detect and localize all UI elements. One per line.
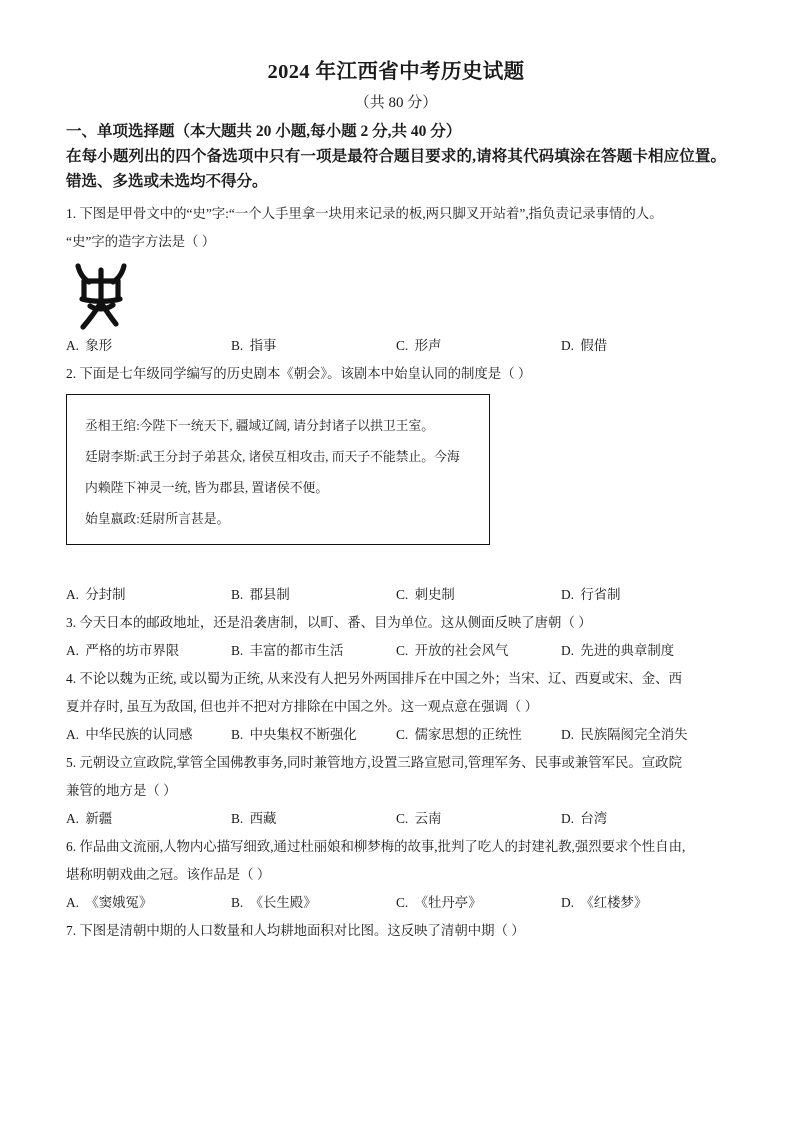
question-5-options bbox=[66, 805, 726, 833]
option-text: 形声 bbox=[414, 338, 442, 354]
page-content bbox=[66, 60, 726, 945]
option-text: 开放的社会风气 bbox=[414, 643, 509, 659]
option-text: 郡县制 bbox=[249, 587, 290, 603]
question-4-option-d[interactable] bbox=[561, 721, 726, 749]
option-text: 云南 bbox=[414, 811, 442, 827]
oracle-bone-shi-character-icon bbox=[68, 260, 134, 330]
option-text: 中华民族的认同感 bbox=[85, 727, 193, 743]
question-1-option-b[interactable] bbox=[231, 332, 396, 360]
question-4-options bbox=[66, 721, 726, 749]
option-letter: A. bbox=[66, 895, 80, 911]
question-3-stem-line-1: 3. 今天日本的邮政地址，还是沿袭唐制，以町、番、目为单位。这从侧面反映了唐朝（ ） bbox=[66, 615, 592, 631]
option-text: 中央集权不断强化 bbox=[249, 727, 357, 743]
question-5-stem-line-1: 5. 元朝设立宣政院,掌管全国佛教事务,同时兼管地方,设置三路宣慰司,管理军务、民事或兼管军民。宣政院 bbox=[66, 755, 682, 771]
option-letter: C. bbox=[396, 895, 409, 911]
script-line-4: 始皇嬴政:廷尉所言甚是。 bbox=[85, 512, 230, 527]
option-letter: B. bbox=[231, 895, 244, 911]
question-3-option-d[interactable] bbox=[561, 637, 726, 665]
question-3-option-a[interactable] bbox=[66, 637, 231, 665]
option-letter: C. bbox=[396, 587, 409, 603]
option-letter: A. bbox=[66, 338, 80, 354]
question-4-stem-line-1: 4. 不论以魏为正统, 或以蜀为正统, 从来没有人把另外两国排斥在中国之外；当宋、辽、西夏或宋、金、西 bbox=[66, 671, 682, 687]
question-4-option-a[interactable] bbox=[66, 721, 231, 749]
option-letter: A. bbox=[66, 587, 80, 603]
option-letter: B. bbox=[231, 727, 244, 743]
option-text: 丰富的都市生活 bbox=[249, 643, 344, 659]
option-text: 指事 bbox=[249, 338, 277, 354]
option-text: 刺史制 bbox=[414, 587, 455, 603]
question-2-script-excerpt-box bbox=[66, 394, 490, 545]
question-7 bbox=[66, 917, 726, 945]
option-letter: D. bbox=[561, 587, 575, 603]
question-2-options bbox=[66, 581, 726, 609]
option-text: 《红楼梦》 bbox=[580, 895, 648, 911]
question-1-options bbox=[66, 332, 726, 360]
option-letter: A. bbox=[66, 727, 80, 743]
question-6-stem-line-2: 堪称明朝戏曲之冠。该作品是（ ） bbox=[66, 867, 271, 883]
question-3-option-b[interactable] bbox=[231, 637, 396, 665]
option-letter: A. bbox=[66, 811, 80, 827]
option-text: 严格的坊市界限 bbox=[85, 643, 180, 659]
question-3 bbox=[66, 609, 726, 665]
question-6-option-a[interactable] bbox=[66, 889, 231, 917]
option-text: 台湾 bbox=[580, 811, 608, 827]
question-1-option-d[interactable] bbox=[561, 332, 726, 360]
question-5-option-c[interactable] bbox=[396, 805, 561, 833]
page-title: 2024 年江西省中考历史试题 bbox=[267, 61, 525, 83]
option-text: 分封制 bbox=[85, 587, 126, 603]
question-3-options bbox=[66, 637, 726, 665]
question-1-stem-line-1: 1. 下图是甲骨文中的“史”字:“一个人手里拿一块用来记录的板,两只脚叉开站着”,指负责记录事情的人。 bbox=[66, 206, 663, 222]
option-letter: D. bbox=[561, 895, 575, 911]
option-text: 象形 bbox=[85, 338, 113, 354]
question-5-option-d[interactable] bbox=[561, 805, 726, 833]
question-5-option-a[interactable] bbox=[66, 805, 231, 833]
question-2-option-a[interactable] bbox=[66, 581, 231, 609]
question-2-stem-line-1: 2. 下面是七年级同学编写的历史剧本《朝会》。该剧本中始皇认同的制度是（ ） bbox=[66, 366, 532, 382]
option-letter: D. bbox=[561, 727, 575, 743]
script-line-3: 内赖陛下神灵一统, 皆为郡县, 置诸侯不便。 bbox=[85, 481, 329, 496]
question-5-option-b[interactable] bbox=[231, 805, 396, 833]
question-1 bbox=[66, 200, 726, 360]
question-1-option-c[interactable] bbox=[396, 332, 561, 360]
question-4-option-c[interactable] bbox=[396, 721, 561, 749]
option-text: 行省制 bbox=[580, 587, 621, 603]
option-letter: D. bbox=[561, 338, 575, 354]
script-line-1: 丞相王绾:今陛下一统天下, 疆域辽阔, 请分封诸子以拱卫王室。 bbox=[85, 419, 435, 434]
question-1-stem-line-2: “史”字的造字方法是（ ） bbox=[66, 234, 216, 250]
option-text: 民族隔阂完全消失 bbox=[580, 727, 688, 743]
option-letter: D. bbox=[561, 811, 575, 827]
oracle-bone-shi-character-figure bbox=[66, 260, 726, 332]
option-letter: C. bbox=[396, 643, 409, 659]
question-5 bbox=[66, 749, 726, 833]
question-2-option-c[interactable] bbox=[396, 581, 561, 609]
question-2-option-b[interactable] bbox=[231, 581, 396, 609]
question-4-option-b[interactable] bbox=[231, 721, 396, 749]
section-heading-multiple-choice: 一、单项选择题（本大题共 20 小题,每小题 2 分,共 40 分） bbox=[66, 123, 462, 141]
total-score-subtitle: （共 80 分） bbox=[354, 94, 438, 111]
question-5-stem-line-2: 兼管的地方是（ ） bbox=[66, 783, 177, 799]
option-text: 儒家思想的正统性 bbox=[414, 727, 522, 743]
question-3-option-c[interactable] bbox=[396, 637, 561, 665]
question-6-option-b[interactable] bbox=[231, 889, 396, 917]
option-letter: B. bbox=[231, 587, 244, 603]
question-4-stem-line-2: 夏并存时, 虽互为敌国, 但也并不把对方排除在中国之外。这一观点意在强调（ ） bbox=[66, 699, 539, 715]
script-line-2: 廷尉李斯:武王分封子弟甚众, 诸侯互相攻击, 而天子不能禁止。今海 bbox=[85, 450, 460, 465]
option-text: 《窦娥冤》 bbox=[85, 895, 153, 911]
option-text: 西藏 bbox=[249, 811, 277, 827]
question-1-option-a[interactable] bbox=[66, 332, 231, 360]
option-text: 新疆 bbox=[85, 811, 113, 827]
question-6-option-c[interactable] bbox=[396, 889, 561, 917]
option-letter: C. bbox=[396, 338, 409, 354]
option-letter: C. bbox=[396, 811, 409, 827]
question-6-option-d[interactable] bbox=[561, 889, 726, 917]
question-7-stem-line-1: 7. 下图是清朝中期的人口数量和人均耕地面积对比图。这反映了清朝中期（ ） bbox=[66, 923, 525, 939]
option-letter: D. bbox=[561, 643, 575, 659]
question-4 bbox=[66, 665, 726, 749]
question-6-options bbox=[66, 889, 726, 917]
question-6-stem-line-1: 6. 作品曲文流丽,人物内心描写细致,通过杜丽娘和柳梦梅的故事,批判了吃人的封建礼教,强烈要求个性自由, bbox=[66, 839, 686, 855]
question-2 bbox=[66, 360, 726, 609]
option-text: 先进的典章制度 bbox=[580, 643, 675, 659]
option-letter: A. bbox=[66, 643, 80, 659]
option-letter: B. bbox=[231, 811, 244, 827]
option-text: 《牡丹亭》 bbox=[414, 895, 482, 911]
option-letter: B. bbox=[231, 338, 244, 354]
option-text: 假借 bbox=[580, 338, 608, 354]
question-6 bbox=[66, 833, 726, 917]
option-letter: C. bbox=[396, 727, 409, 743]
option-letter: B. bbox=[231, 643, 244, 659]
option-text: 《长生殿》 bbox=[249, 895, 317, 911]
section-instructions: 在每小题列出的四个备选项中只有一项是最符合题目要求的,请将其代码填涂在答题卡相应位置。错选、多选或未选均不得分。 bbox=[66, 148, 726, 191]
question-2-option-d[interactable] bbox=[561, 581, 726, 609]
